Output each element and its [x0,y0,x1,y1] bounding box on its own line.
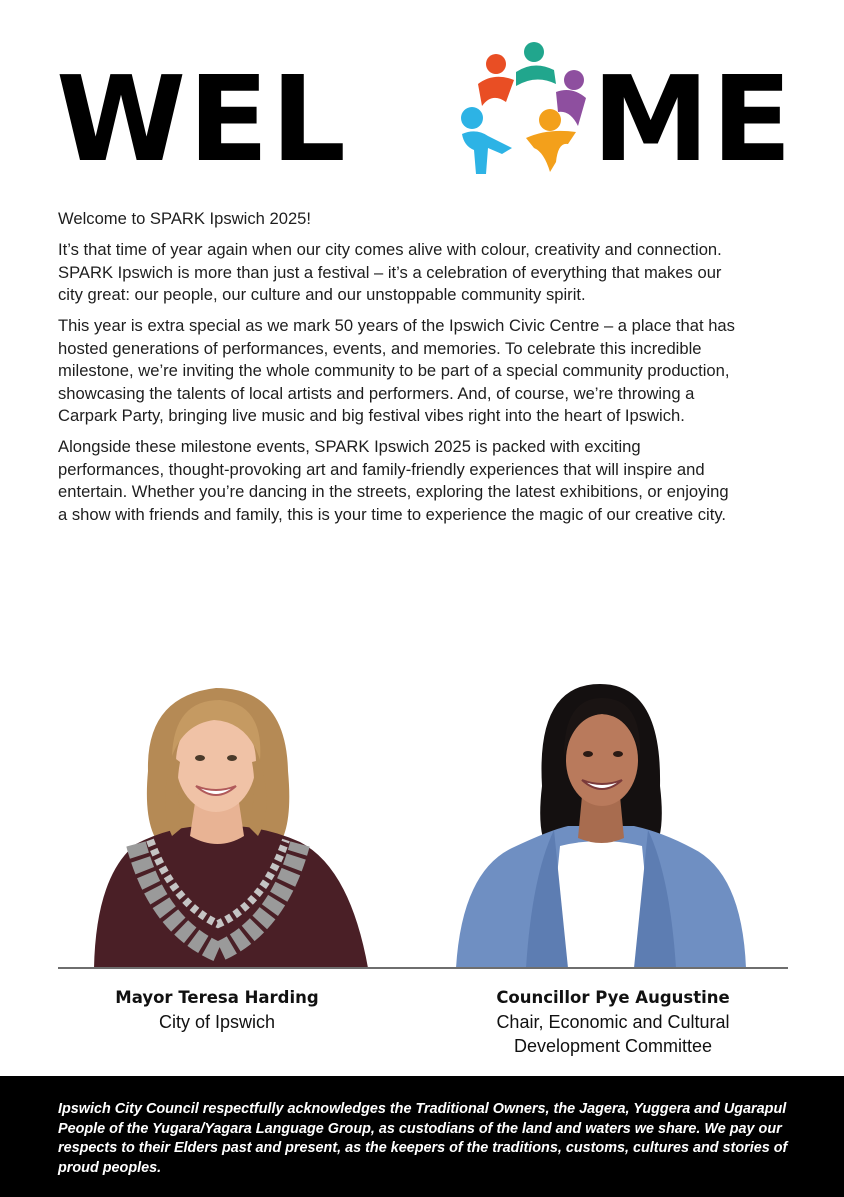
councillor-name: Councillor Pye Augustine [496,988,730,1007]
photo-divider [58,967,788,969]
greeting-paragraph: Welcome to SPARK Ipswich 2025! [58,209,312,228]
figure-orange [478,54,514,106]
councillor-portrait [456,676,746,968]
mayor-portrait [88,676,378,968]
welcome-title-right: ME [592,50,795,188]
intro-paragraph: It’s that time of year again when our city comes alive with colour, creativity and connection. SPARK Ipswich is more than just a festival – it’s a celebration of everything that makes our city great: our people, our culture and our unstoppable community spirit. [58,240,722,304]
councillor-role: Chair, Economic and Cultural Development Committee [496,1012,730,1056]
people-circle-icon [458,40,590,180]
figure-yellow [526,109,576,172]
figure-blue [461,107,512,174]
acknowledgement-banner [0,1076,844,1197]
mayor-name: Mayor Teresa Harding [115,988,319,1007]
events-paragraph: Alongside these milestone events, SPARK Ipswich 2025 is packed with exciting performances, thought-provoking art and family-friendly experiences that will inspire and entertain. Whether you’re dancing in the streets, exploring the latest exhibitions, or enjoying a show with friends and family, this is your time to experience the magic of our creative city. [58,437,729,524]
councillor-caption [448,986,778,1058]
civic-centre-paragraph: This year is extra special as we mark 50 years of the Ipswich Civic Centre – a place that has hosted generations of performances, events, and memories. To celebrate this incredible milestone, we’re inviting the whole community to be part of a special community production, showcasing the talents of local artists and performers. And, of course, we’re throwing a Carpark Party, bringing live music and big festival vibes right into the heart of Ipswich. [58,316,735,425]
mayor-role: City of Ipswich [158,1012,276,1032]
acknowledgement-text: Ipswich City Council respectfully acknowledges the Traditional Owners, the Jagera, Yuggera and Ugarapul People of the Yugara/Yagara Language Group, as custodians of the land and waters we share. We pay our respects to their Elders past and present, as the keepers of the traditions, customs, cultures and stories of proud peoples. [58,1101,788,1176]
figure-green [516,42,556,86]
welcome-letter [58,208,738,535]
mayor-caption [52,986,382,1034]
welcome-title-left: WEL [56,50,348,188]
welcome-heading [0,40,844,188]
